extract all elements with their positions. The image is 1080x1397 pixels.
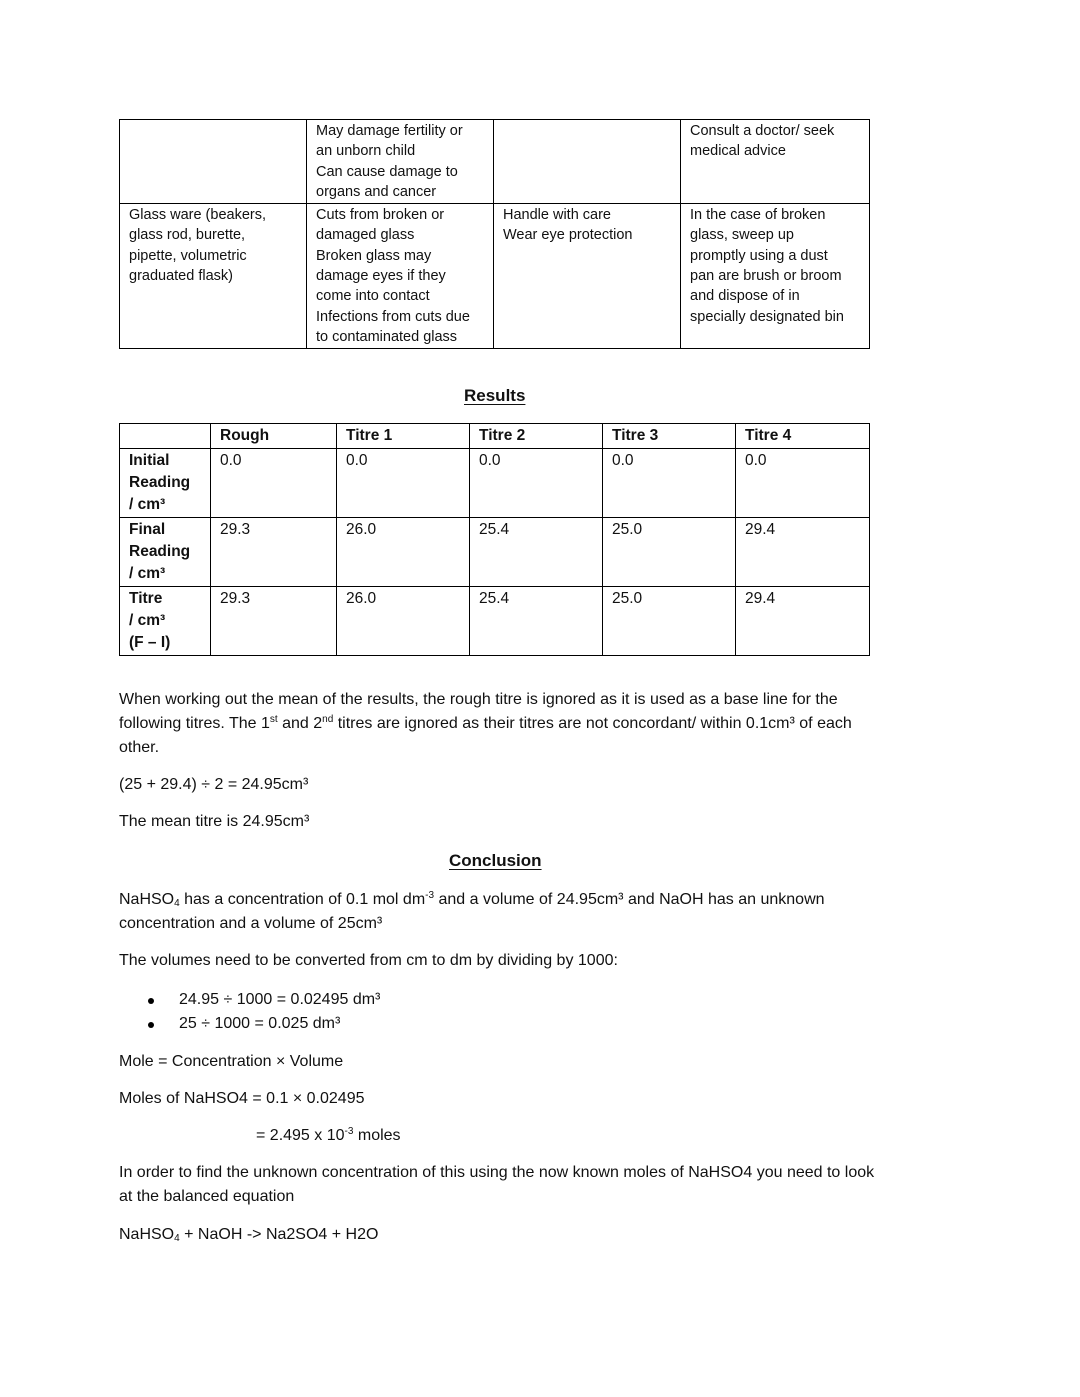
conclusion-paragraph-1: NaHSO$_4$ has a concentration of 0.1 mol $dm^{-3}$ and a volume of 24.95cm³ and NaOH has an unknown concentration and a volume of 25cm³ xyxy=(119,890,825,932)
cell-text-line: glass rod, burette, xyxy=(129,227,246,244)
cell-text-line: Cuts from broken or xyxy=(316,207,445,224)
mean-statement: The mean titre is 24.95cm³ xyxy=(119,813,310,830)
table-row xyxy=(120,518,870,587)
results-table xyxy=(119,423,870,656)
risk-assessment-table xyxy=(119,119,870,349)
risk-cell-hazard xyxy=(307,204,494,349)
risk-cell-precaution xyxy=(494,120,681,204)
cell-text-line: Handle with care xyxy=(503,207,611,224)
table-cell: 29.3 xyxy=(211,518,337,587)
column-header: Titre 3 xyxy=(603,424,736,449)
table-row xyxy=(120,449,870,518)
row-label-line: Reading xyxy=(129,543,191,560)
results-header-row xyxy=(120,424,870,449)
table-cell: 26.0 xyxy=(337,518,470,587)
cell-text-line: specially designated bin xyxy=(690,308,844,325)
bullet-icon xyxy=(148,998,154,1004)
row-label-line: / cm³ xyxy=(129,565,166,582)
cell-text-line: damage eyes if they xyxy=(316,268,446,285)
results-heading: Results xyxy=(464,386,526,405)
bullet-icon xyxy=(148,1022,154,1028)
row-label-line: Reading xyxy=(129,474,191,491)
cell-text-line: Consult a doctor/ seek xyxy=(690,123,835,139)
cell-text-line: Broken glass may xyxy=(316,247,432,264)
row-label-line: Final xyxy=(129,521,166,538)
cell-text-line: promptly using a dust xyxy=(690,247,828,264)
cell-text-line: and dispose of in xyxy=(690,288,800,305)
table-cell: 29.4 xyxy=(736,518,870,587)
cell-text-line: In the case of broken xyxy=(690,207,826,224)
cell-text-line: Infections from cuts due xyxy=(316,308,470,325)
table-cell: 0.0 xyxy=(603,449,736,518)
table-cell: 0.0 xyxy=(736,449,870,518)
cell-text-line: graduated flask) xyxy=(129,268,233,285)
mean-calculation: (25 + 29.4) ÷ 2 = 24.95cm³ xyxy=(119,776,309,793)
balanced-equation: NaHSO$_4$ + NaOH -> Na2SO4 + H2O xyxy=(119,1226,379,1244)
cell-text-line: pan are brush or broom xyxy=(690,268,842,285)
table-cell: 25.0 xyxy=(603,587,736,656)
row-label-line: Titre xyxy=(129,590,163,607)
row-label xyxy=(120,518,211,587)
column-header: Titre 4 xyxy=(736,424,870,449)
risk-cell-emergency xyxy=(681,204,870,349)
table-cell: 0.0 xyxy=(470,449,603,518)
column-header xyxy=(120,424,211,449)
column-header: Rough xyxy=(211,424,337,449)
risk-cell-substance xyxy=(120,204,307,349)
table-cell: 0.0 xyxy=(337,449,470,518)
row-label-line: / cm³ xyxy=(129,496,166,513)
cell-text-line: Wear eye protection xyxy=(503,227,633,244)
column-header: Titre 1 xyxy=(337,424,470,449)
risk-cell-emergency xyxy=(681,120,870,204)
table-cell: 26.0 xyxy=(337,587,470,656)
cell-text-line: Can cause damage to xyxy=(316,163,458,180)
table-cell: 25.0 xyxy=(603,518,736,587)
cell-text-line: May damage fertility or xyxy=(316,123,463,139)
moles-result: = 2.495 x $10^{-3}$ moles xyxy=(256,1126,401,1144)
cell-text-line: come into contact xyxy=(316,288,430,305)
table-cell: 0.0 xyxy=(211,449,337,518)
row-label xyxy=(120,587,211,656)
cell-text-line: pipette, volumetric xyxy=(129,247,247,264)
conclusion-paragraph-2: The volumes need to be converted from cm to dm by dividing by 1000: xyxy=(119,952,618,969)
row-label-line: (F – I) xyxy=(129,634,171,651)
row-label-line: Initial xyxy=(129,452,170,469)
table-cell: 25.4 xyxy=(470,518,603,587)
cell-text-line: glass, sweep up xyxy=(690,227,794,244)
conversion-list xyxy=(119,988,380,1036)
list-item: 25 ÷ 1000 = 0.025 dm³ xyxy=(119,1012,380,1036)
risk-cell-hazard xyxy=(307,120,494,204)
table-row xyxy=(120,587,870,656)
table-cell: 29.3 xyxy=(211,587,337,656)
table-row xyxy=(120,120,870,204)
risk-cell-substance xyxy=(120,120,307,204)
mean-explanation: When working out the mean of the results, the rough titre is ignored as it is used as a base line for the following titres. The 1st and 2nd titres are ignored as their titres are not concordant/ within 0.1cm³ of each other. xyxy=(119,691,852,756)
risk-cell-precaution xyxy=(494,204,681,349)
column-header: Titre 2 xyxy=(470,424,603,449)
table-row xyxy=(120,204,870,349)
cell-text-line: to contaminated glass xyxy=(316,328,458,345)
cell-text-line: damaged glass xyxy=(316,227,415,244)
list-item: 24.95 ÷ 1000 = 0.02495 dm³ xyxy=(119,988,380,1012)
table-cell: 25.4 xyxy=(470,587,603,656)
cell-text-line: medical advice xyxy=(690,143,786,160)
row-label-line: / cm³ xyxy=(129,612,166,629)
cell-text-line: Glass ware (beakers, xyxy=(129,207,266,224)
conclusion-paragraph-3: In order to find the unknown concentration of this using the now known moles of NaHSO4 you need to look at the balanced equation xyxy=(119,1164,875,1205)
table-cell: 29.4 xyxy=(736,587,870,656)
cell-text-line: an unborn child xyxy=(316,143,416,160)
cell-text-line: organs and cancer xyxy=(316,183,437,200)
conclusion-heading: Conclusion xyxy=(449,851,542,870)
row-label xyxy=(120,449,211,518)
moles-calculation: Moles of NaHSO4 = 0.1 × 0.02495 xyxy=(119,1090,365,1107)
mole-equation: Mole = Concentration × Volume xyxy=(119,1053,344,1070)
